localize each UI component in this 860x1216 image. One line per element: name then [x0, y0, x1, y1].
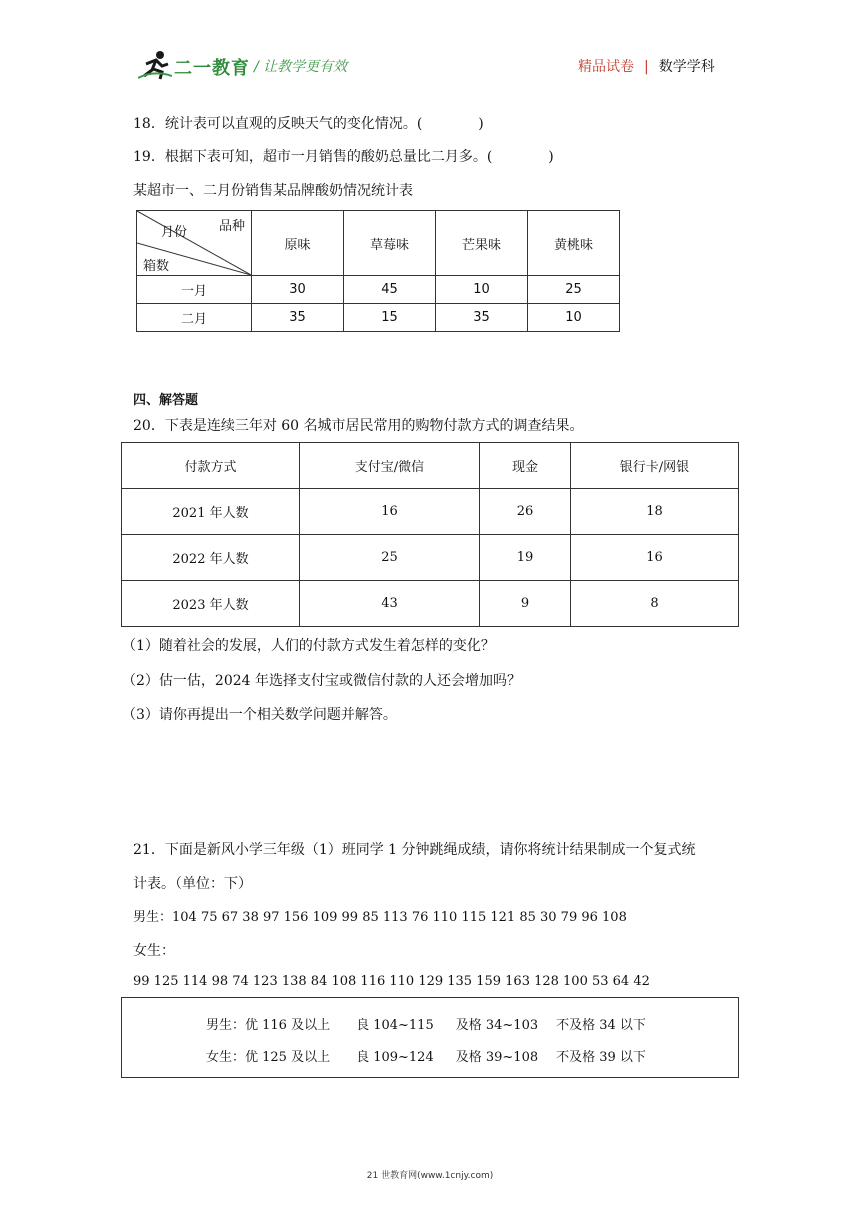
table-cell: 18 [571, 489, 739, 535]
subquestion-3: （3）请你再提出一个相关数学问题并解答。 [122, 707, 397, 723]
table-cell: 8 [571, 581, 739, 627]
table-cell: 19 [480, 535, 571, 581]
yogurt-sales-table [136, 210, 620, 332]
brand-name: 二一教育 [174, 58, 250, 79]
table-cell: 30 [252, 276, 344, 304]
table-cell: 15 [344, 304, 436, 332]
section-title: 四、解答题 [133, 393, 199, 408]
row-label: 二月 [137, 304, 252, 332]
table-cell: 45 [344, 276, 436, 304]
table1-caption: 某超市一、二月份销售某品牌酸奶情况统计表 [133, 183, 413, 199]
question-19: 19．根据下表可知，超市一月销售的酸奶总量比二月多。( ) [133, 149, 554, 165]
corner-label-variety: 品种 [218, 219, 245, 234]
boys-scores: 男生：104 75 67 38 97 156 109 99 85 113 76 110 115 121 85 30 79 96 108 [133, 910, 627, 925]
column-header: 草莓味 [344, 211, 436, 276]
grading-criteria-box [121, 997, 739, 1078]
subquestion-1: （1）随着社会的发展，人们的付款方式发生着怎样的变化？ [122, 638, 495, 654]
header-tag-premium: 精品试卷 [578, 59, 634, 75]
table-cell: 25 [300, 535, 480, 581]
table-cell: 43 [300, 581, 480, 627]
header-separator: | [644, 59, 649, 75]
row-label: 2023 年人数 [122, 581, 300, 627]
question-18: 18．统计表可以直观的反映天气的变化情况。( ) [133, 116, 484, 132]
question-20: 20．下表是连续三年对 60 名城市居民常用的购物付款方式的调查结果。 [133, 418, 584, 434]
corner-label-boxes: 箱数 [143, 259, 170, 274]
brand-slogan: / 让教学更有效 [254, 59, 348, 75]
header-subject: 数学学科 [658, 59, 715, 75]
table-cell: 16 [300, 489, 480, 535]
table-cell: 35 [252, 304, 344, 332]
table-cell: 9 [480, 581, 571, 627]
table-cell: 25 [528, 276, 620, 304]
corner-label-month: 月份 [161, 225, 188, 240]
page-footer: 21 世教育网(www.1cnjy.com) [366, 1171, 494, 1181]
column-header: 支付宝/微信 [300, 443, 480, 489]
boys-criteria: 男生：优 116 及以上 良 104~115 及格 34~103 不及格 34 以下 [206, 1018, 646, 1033]
table-row [137, 304, 620, 332]
diagonal-header-cell [137, 211, 252, 276]
table-header-row [122, 443, 739, 489]
question-21-continued: 计表。（单位：下） [133, 876, 252, 892]
column-header: 现金 [480, 443, 571, 489]
table-row [122, 535, 739, 581]
table-cell: 35 [436, 304, 528, 332]
column-header: 付款方式 [122, 443, 300, 489]
header-right [578, 56, 715, 76]
table-cell: 16 [571, 535, 739, 581]
column-header: 黄桃味 [528, 211, 620, 276]
row-label: 2021 年人数 [122, 489, 300, 535]
payment-survey-table [121, 442, 739, 627]
table-row [122, 581, 739, 627]
column-header: 银行卡/网银 [571, 443, 739, 489]
table-cell: 10 [528, 304, 620, 332]
question-21: 21．下面是新风小学三年级（1）班同学 1 分钟跳绳成绩，请你将统计结果制成一个复式统 [133, 842, 696, 858]
table-cell: 26 [480, 489, 571, 535]
girls-label: 女生： [133, 943, 175, 959]
runner-logo-icon [138, 50, 172, 80]
row-label: 一月 [137, 276, 252, 304]
column-header: 原味 [252, 211, 344, 276]
table-row [137, 276, 620, 304]
table-cell: 10 [436, 276, 528, 304]
page-header [0, 0, 860, 100]
subquestion-2: （2）估一估，2024 年选择支付宝或微信付款的人还会增加吗？ [122, 673, 521, 689]
column-header: 芒果味 [436, 211, 528, 276]
table-row [122, 489, 739, 535]
girls-scores: 99 125 114 98 74 123 138 84 108 116 110 129 135 159 163 128 100 53 64 42 [133, 974, 650, 989]
girls-criteria: 女生：优 125 及以上 良 109~124 及格 39~108 不及格 39 以下 [206, 1050, 646, 1065]
row-label: 2022 年人数 [122, 535, 300, 581]
